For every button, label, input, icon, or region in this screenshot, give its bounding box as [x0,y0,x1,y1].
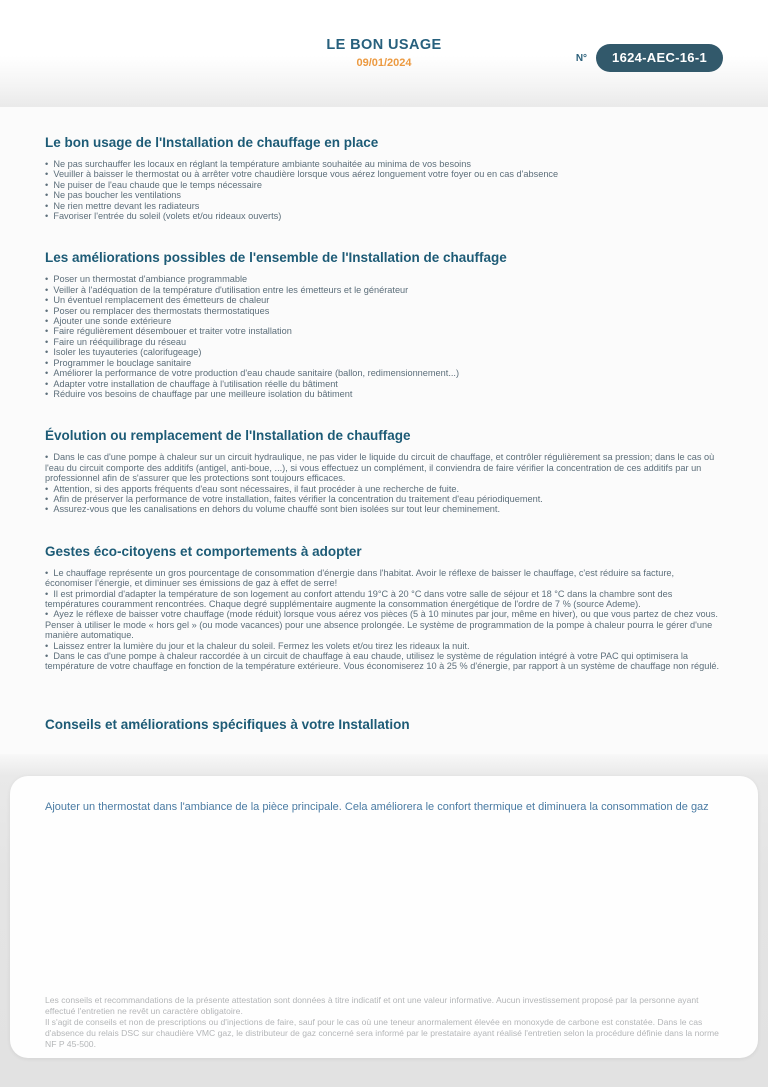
bullet-item: • Attention, si des apports fréquents d'eau sont nécessaires, il faut procéder à une recherche de fuite. [45,484,723,494]
section-heading-bon-usage: Le bon usage de l'Installation de chauffage en place [45,135,379,150]
bullet-item: • Dans le cas d'une pompe à chaleur sur un circuit hydraulique, ne pas vider le liquide du circuit de chauffage, et contrôler régulièrement sa pression; dans le cas où l'eau du circuit comporte des additifs (antigel, anti-boue, ...), si vous effectuez un complément, il conviendra de faire vérifier la concentration de ces additifs par un professionnel afin de s'assurer que les protections sont toujours efficaces. [45,452,723,483]
bullet-item: • Laissez entrer la lumière du jour et la chaleur du soleil. Fermez les volets et/ou tirez les rideaux la nuit. [45,641,723,651]
bullet-item: • Un éventuel remplacement des émetteurs de chaleur [45,295,723,305]
bullet-item: • Assurez-vous que les canalisations en dehors du volume chauffé sont bien isolées sur tout leur cheminement. [45,504,723,514]
bullet-item: • Ne pas boucher les ventilations [45,190,723,200]
bullet-list-ameliorations [45,274,723,399]
bullet-item: • Afin de préserver la performance de votre installation, faites vérifier la concentration du traitement d'eau périodiquement. [45,494,723,504]
bullet-item: • Adapter votre installation de chauffage à l'utilisation réelle du bâtiment [45,379,723,389]
section-heading-gestes-eco: Gestes éco-citoyens et comportements à adopter [45,543,362,559]
bullet-item: • Isoler les tuyauteries (calorifugeage) [45,347,723,357]
advice-text: Ajouter un thermostat dans l'ambiance de la pièce principale. Cela améliorera le confort thermique et diminuera la consommation de gaz [45,801,709,813]
bullet-item: • Ne pas surchauffer les locaux en réglant la température ambiante souhaitée au minima de vos besoins [45,159,723,169]
advice-card [10,776,758,1058]
document-date: 09/01/2024 [356,57,412,69]
bullet-list-gestes-eco [45,568,723,672]
main-content [0,107,768,733]
footer-paragraph: Les conseils et recommandations de la présente attestation sont données à titre indicatif et ont une valeur informative. Aucun investissement proposé par la personne ayant effectué l'entretien ne revêt un caractère obligatoire. [45,995,699,1016]
bullet-item: • Faire régulièrement désembouer et traiter votre installation [45,326,723,336]
bullet-item: • Ne puiser de l'eau chaude que le temps nécessaire [45,180,723,190]
bullet-item: • Réduire vos besoins de chauffage par une meilleure isolation du bâtiment [45,389,723,399]
bullet-item: • Veuiller à baisser le thermostat ou à arrêter votre chaudière lorsque vous aérez longuement votre foyer ou en cas d'absence [45,169,723,179]
page-title: LE BON USAGE [326,37,442,53]
bullet-item: • Poser ou remplacer des thermostats thermostatiques [45,306,723,316]
bullet-item: • Améliorer la performance de votre production d'eau chaude sanitaire (ballon, redimensionnement...) [45,368,723,378]
bullet-item: • Veiller à l'adéquation de la température d'utilisation entre les émetteurs et le générateur [45,285,723,295]
bullet-item: • Poser un thermostat d'ambiance programmable [45,274,723,284]
header-band [0,0,768,107]
bullet-item: • Ayez le réflexe de baisser votre chauffage (mode réduit) lorsque vous aérez vos pièces (5 à 10 minutes par jour, même en hiver), ou que vous partez de chez vous. Penser à utiliser le mode « hors gel » (ou mode vacances) pour une absence prolongée. Le système de programmation de la pompe à chaleur pourra le gérer d'une manière automatique. [45,609,723,640]
bullet-list-bon-usage [45,159,723,221]
bullet-item: • Faire un rééquilibrage du réseau [45,337,723,347]
bullet-item: • Programmer le bouclage sanitaire [45,358,723,368]
bottom-zone [0,754,768,1087]
footer-paragraph: Il s'agit de conseils et non de prescriptions ou d'injections de faire, sauf pour le cas où une teneur anormalement élevée en monoxyde de carbone est constatée. Dans le cas d'absence du relais DSC sur chaudière VMC gaz, le distributeur de gaz concerné sera informé par le prestataire ayant réalisé l'entretien selon la procédure définie dans la norme NF P 45-500. [45,1017,719,1049]
bullet-item: • Dans le cas d'une pompe à chaleur raccordée à un circuit de chauffage à eau chaude, utilisez le système de régulation intégré à votre PAC qui optimisera la température de votre chauffage en fonction de la température extérieure. Vous économiserez 10 à 25 % d'énergie, par rapport à un système de chauffage non régulé. [45,651,723,672]
document-number-badge: 1624-AEC-16-1 [596,44,723,72]
footer-disclaimer [45,995,728,1050]
section-heading-evolution: Évolution ou remplacement de l'Installation de chauffage [45,428,411,444]
section-heading-ameliorations: Les améliorations possibles de l'ensemble de l'Installation de chauffage [45,250,507,266]
document-number-label: N° [575,52,588,64]
bullet-item: • Le chauffage représente un gros pourcentage de consommation d'énergie dans l'habitat. Avoir le réflexe de baisser le chauffage, c'est réduire sa facture, économiser l'énergie, et diminuer ses émissions de gaz à effet de serre! [45,568,723,589]
bullet-item: • Ajouter une sonde extérieure [45,316,723,326]
document-number-row [576,44,723,72]
bullet-item: • Favoriser l'entrée du soleil (volets et/ou rideaux ouverts) [45,211,723,221]
bullet-item: • Ne rien mettre devant les radiateurs [45,201,723,211]
bullet-list-evolution [45,452,723,514]
bullet-item: • Il est primordial d'adapter la température de son logement au confort attendu 19°C à 20 °C dans votre salle de séjour et 18 °C dans la chambre sont des températures couramment rencontrées. Chaque degré supplémentaire augmente la consommation énergétique de l'ordre de 7 % (source Ademe). [45,589,723,610]
section-heading-conseils: Conseils et améliorations spécifiques à votre Installation [45,716,410,732]
